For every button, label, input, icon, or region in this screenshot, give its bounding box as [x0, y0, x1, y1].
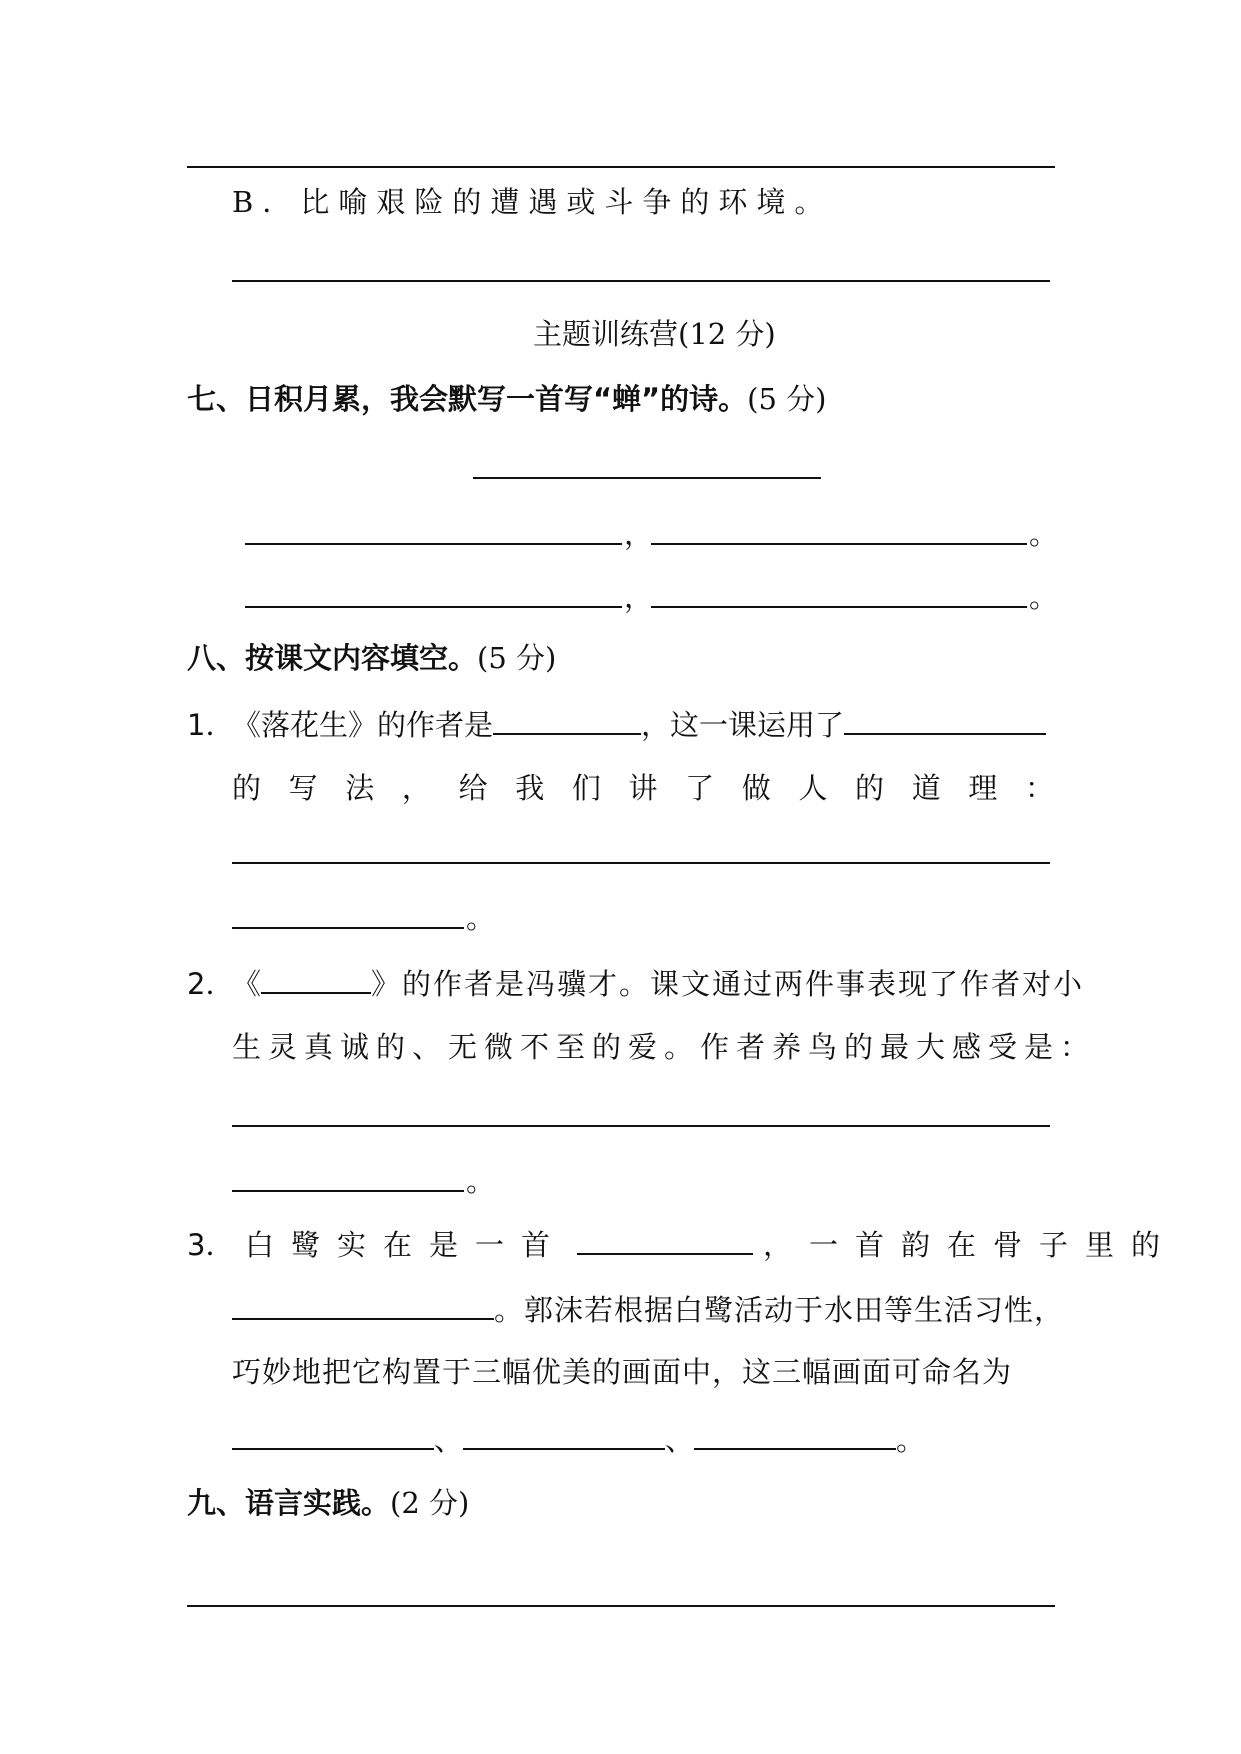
- period: 。: [1029, 580, 1059, 614]
- char: 理: [968, 771, 998, 805]
- q9-heading: [187, 1485, 469, 1521]
- q8-heading: [187, 640, 556, 676]
- answer-line[interactable]: [232, 280, 1050, 282]
- scene-name-blank[interactable]: [463, 1420, 665, 1450]
- char: 写: [288, 771, 318, 805]
- q7-score: (5 分): [747, 382, 827, 416]
- comma: ，: [624, 517, 654, 551]
- q8-title: 八、按课文内容填空。: [187, 641, 478, 675]
- item3-text-b: ，一首韵在骨子里的: [763, 1228, 1178, 1262]
- char: 给: [458, 771, 488, 805]
- char: 做: [741, 771, 771, 805]
- q7-heading: [187, 381, 826, 417]
- author-blank[interactable]: [493, 705, 641, 735]
- poem-line-blank[interactable]: [651, 543, 1027, 545]
- q8-score: (5 分): [477, 641, 557, 675]
- char: 我: [515, 771, 545, 805]
- char: 法: [345, 771, 375, 805]
- item-number: 1．: [187, 708, 235, 742]
- title-blank[interactable]: [261, 964, 371, 994]
- poem-title-blank[interactable]: [473, 477, 821, 479]
- char: 讲: [628, 771, 658, 805]
- answer-line[interactable]: [232, 927, 464, 929]
- q8-item3-line1: [187, 1225, 1177, 1263]
- period: 。: [896, 1423, 926, 1457]
- period: 。: [1029, 517, 1059, 551]
- answer-line[interactable]: [232, 862, 1050, 864]
- char: 的: [232, 771, 262, 805]
- q8-item3-line3: 巧妙地把它构置于三幅优美的画面中，这三幅画面可命名为: [232, 1355, 1013, 1389]
- q7-title: 七、日积月累，我会默写一首写“蝉”的诗。: [187, 382, 748, 416]
- answer-line[interactable]: [232, 1190, 464, 1192]
- rhyme-blank[interactable]: [232, 1290, 494, 1320]
- separator: 、: [434, 1423, 464, 1457]
- item-number: 2．: [187, 967, 235, 1001]
- q8-item3-line2: [232, 1290, 1064, 1328]
- char: 的: [855, 771, 885, 805]
- poem-line-blank[interactable]: [245, 543, 622, 545]
- char: ：: [1024, 771, 1054, 805]
- option-b-text: 比喻艰险的遭遇或斗争的环境。: [300, 185, 833, 219]
- char: 道: [911, 771, 941, 805]
- answer-line[interactable]: [187, 166, 1055, 168]
- q9-title: 九、语言实践。: [187, 1486, 391, 1520]
- q8-item3-line4: [232, 1420, 925, 1458]
- scene-name-blank[interactable]: [694, 1420, 896, 1450]
- option-b: [232, 184, 832, 220]
- item1-text-a: 《落花生》的作者是: [232, 708, 494, 742]
- poem-line-blank[interactable]: [651, 606, 1027, 608]
- answer-line[interactable]: [232, 1125, 1050, 1127]
- item-number: 3．: [187, 1228, 235, 1262]
- poem-line-blank[interactable]: [245, 606, 622, 608]
- q8-item1-line1: [187, 705, 1046, 743]
- section-title: 主题训练营(12 分): [533, 317, 776, 351]
- item1-text-b: ，这一课运用了: [641, 708, 845, 742]
- item3-line2-text: 。郭沫若根据白鹭活动于水田等生活习性，: [494, 1293, 1065, 1327]
- q8-item2-line1: [187, 964, 1084, 1002]
- q9-score: (2 分): [390, 1486, 470, 1520]
- item3-text-a: 白鹭实在是一首: [245, 1228, 568, 1262]
- q8-item2-line2: 生灵真诚的、无微不至的爱。作者养鸟的最大感受是：: [232, 1030, 1097, 1064]
- answer-line[interactable]: [187, 1605, 1055, 1607]
- poem-metaphor-blank[interactable]: [577, 1225, 753, 1255]
- char: 人: [798, 771, 828, 805]
- char: 了: [685, 771, 715, 805]
- period: 。: [466, 901, 496, 935]
- separator: 、: [665, 1423, 695, 1457]
- comma: ，: [624, 580, 654, 614]
- item2-text: 》的作者是冯骥才。课文通过两件事表现了作者对小: [371, 967, 1085, 1001]
- char: ，: [401, 771, 431, 805]
- period: 。: [466, 1164, 496, 1198]
- item2-open: 《: [232, 967, 262, 1001]
- q8-item1-line2: [232, 770, 1054, 806]
- writing-method-blank[interactable]: [844, 705, 1046, 735]
- scene-name-blank[interactable]: [232, 1420, 434, 1450]
- option-b-label: B．: [232, 185, 301, 219]
- char: 们: [571, 771, 601, 805]
